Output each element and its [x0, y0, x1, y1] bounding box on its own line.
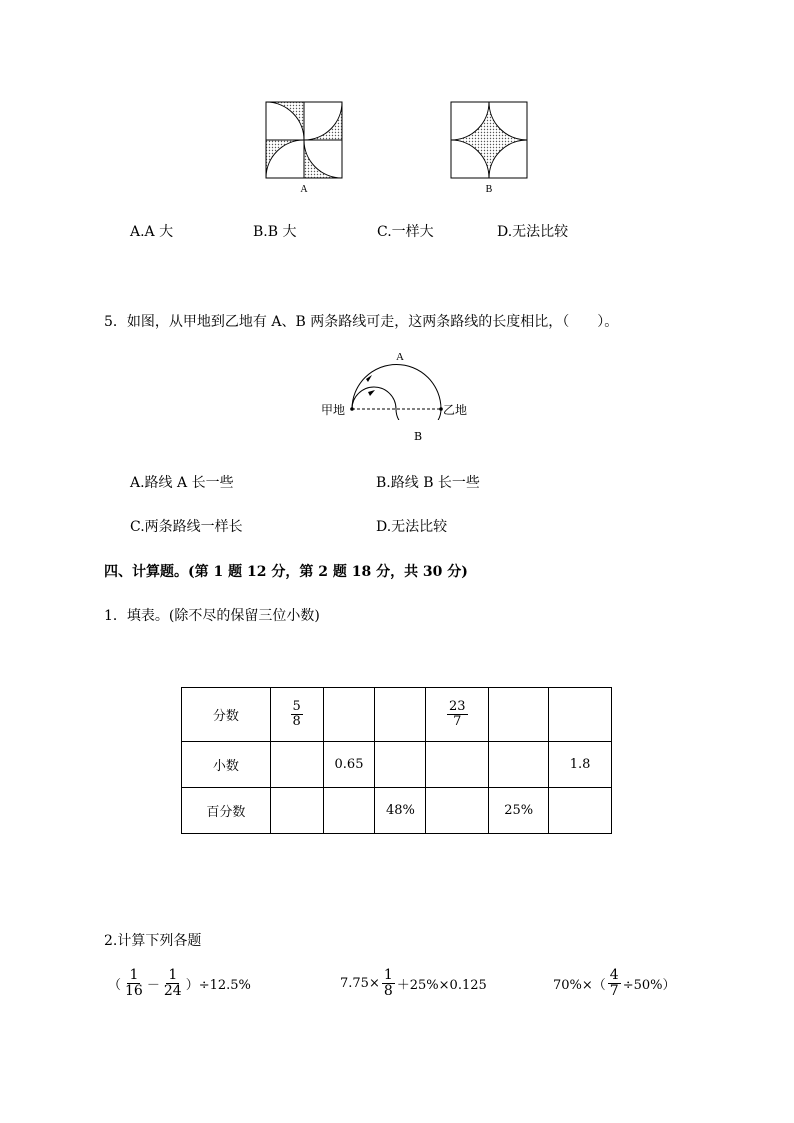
conversion-table: [181, 687, 612, 834]
start-label: 甲地: [321, 403, 346, 417]
expr2-pre: 7.75×: [340, 976, 380, 992]
blank-cell[interactable]: [270, 742, 323, 788]
expr1-open: （: [108, 978, 122, 994]
expr3-f-num: 4: [609, 967, 619, 983]
fraction-2-den: 7: [453, 714, 462, 729]
q5-option-c[interactable]: C.两条路线一样长: [130, 519, 243, 535]
fraction-1-den: 8: [292, 714, 301, 729]
calc-expression-1: [108, 968, 251, 1000]
blank-cell[interactable]: [426, 788, 489, 834]
fraction-2-num: 23: [449, 698, 466, 714]
expr3-f-den: 7: [609, 983, 619, 1000]
blank-cell[interactable]: [489, 688, 549, 742]
q5-option-d[interactable]: D.无法比较: [376, 519, 448, 535]
row-header-fraction: 分数: [182, 688, 271, 742]
q1-prompt: 1．填表。(除不尽的保留三位小数): [104, 608, 320, 624]
expr2-f-num: 1: [383, 967, 393, 983]
route-b-label-text: B: [414, 430, 423, 443]
blank-cell[interactable]: [375, 688, 426, 742]
figure-b: [447, 98, 531, 196]
expr1-rest: ）÷12.5%: [185, 978, 251, 994]
cell-percent-2: 25%: [489, 788, 549, 834]
blank-cell[interactable]: [323, 788, 375, 834]
q4-option-c[interactable]: C.一样大: [377, 224, 434, 240]
section-heading: 四、计算题。(第 1 题 12 分，第 2 题 18 分，共 30 分): [104, 564, 468, 580]
q4-option-b[interactable]: B.B 大: [253, 224, 297, 240]
q5-question: 5．如图，从甲地到乙地有 A、B 两条路线可走，这两条路线的长度相比，（ ）。: [104, 314, 619, 330]
row-header-decimal: 小数: [182, 742, 271, 788]
blank-cell[interactable]: [549, 688, 612, 742]
q4-option-d[interactable]: D.无法比较: [497, 224, 569, 240]
cell-fraction-2: [426, 688, 489, 742]
expr3-pre: 70%×（: [553, 978, 606, 994]
q4-option-a[interactable]: A.A 大: [130, 224, 174, 240]
expr1-minus: －: [146, 978, 160, 994]
cell-decimal-2: 1.8: [549, 742, 612, 788]
expr2-f-den: 8: [383, 983, 393, 1000]
q5-option-b[interactable]: B.路线 B 长一些: [376, 475, 480, 491]
q2-prompt: 2.计算下列各题: [104, 933, 202, 949]
figure-a-label: A: [300, 184, 308, 195]
blank-cell[interactable]: [489, 742, 549, 788]
expr3-rest: ÷50%）: [622, 978, 676, 994]
figure-a: [262, 98, 346, 196]
row-header-percent: 百分数: [182, 788, 271, 834]
route-a-label: A: [396, 351, 404, 363]
blank-cell[interactable]: [270, 788, 323, 834]
calc-expression-3: [553, 968, 676, 1000]
expr1-f2-den: 24: [163, 983, 182, 1000]
blank-cell[interactable]: [549, 788, 612, 834]
calc-expression-2: [340, 968, 487, 1000]
figure-b-label: B: [485, 184, 493, 195]
blank-cell[interactable]: [426, 742, 489, 788]
fraction-1-num: 5: [292, 698, 301, 714]
expr1-f1-num: 1: [129, 967, 139, 983]
expr2-rest: ＋25%×0.125: [396, 978, 487, 994]
expr1-f2-num: 1: [168, 967, 178, 983]
route-diagram: [318, 348, 478, 420]
end-label: 乙地: [443, 403, 468, 417]
q5-option-a[interactable]: A.路线 A 长一些: [130, 475, 234, 491]
blank-cell[interactable]: [323, 688, 375, 742]
blank-cell[interactable]: [375, 742, 426, 788]
cell-decimal-1: 0.65: [323, 742, 375, 788]
cell-percent-1: 48%: [375, 788, 426, 834]
expr1-f1-den: 16: [125, 983, 143, 1000]
cell-fraction-1: [270, 688, 323, 742]
